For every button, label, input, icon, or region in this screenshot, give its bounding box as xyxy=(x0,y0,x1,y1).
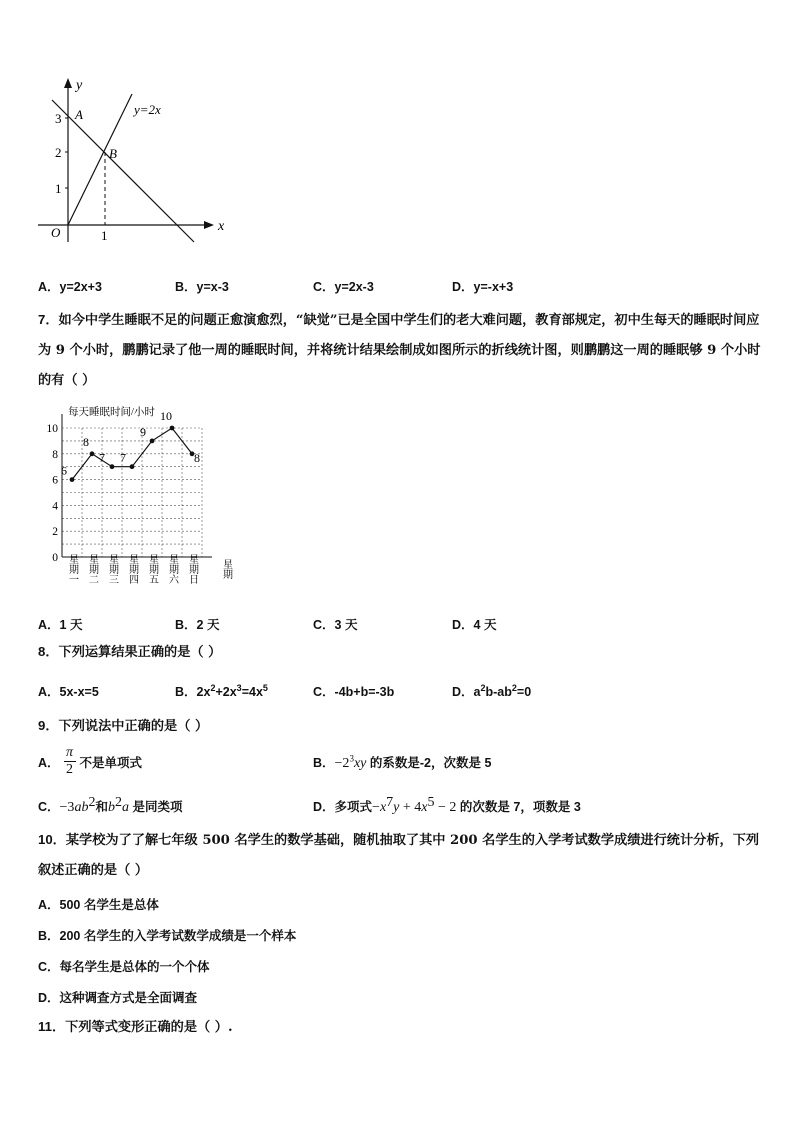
data-point xyxy=(110,464,115,469)
question-8-number: 8． xyxy=(38,644,59,659)
data-label: 7 xyxy=(99,450,105,465)
tick-label-x-1: 1 xyxy=(101,228,108,243)
x-tick-label: 星期三 xyxy=(106,554,118,584)
question-8 xyxy=(38,637,763,668)
q6-option-c[interactable]: C．y=2x-3 xyxy=(313,280,374,294)
y-tick-label: 2 xyxy=(52,526,58,539)
q8-option-b[interactable]: B．$2x^2+2x^3=4x^5$ xyxy=(175,682,268,699)
data-point xyxy=(150,439,155,444)
x-tick-label: 星期四 xyxy=(126,554,138,584)
x-tick-label: 星期二 xyxy=(86,554,98,584)
x-axis-label: x xyxy=(218,219,225,234)
question-10 xyxy=(38,825,763,886)
origin-label: O xyxy=(51,225,61,240)
q7-option-d[interactable]: D．4 天 xyxy=(452,618,497,632)
y-tick-label: 10 xyxy=(46,423,58,435)
q9-option-a[interactable]: A． $\frac{\pi}{2}$ 不是单项式 xyxy=(38,745,143,777)
x-tick-label: 星期五 xyxy=(146,554,158,584)
q10-option-c[interactable]: C．每名学生是总体的一个个体 xyxy=(38,960,210,974)
question-9-number: 9． xyxy=(38,718,59,733)
data-label: 8 xyxy=(194,450,200,465)
question-7-text: 如今中学生睡眠不足的问题正愈演愈烈，“缺觉”已是全国中学生们的老大难问题，教育部规定，初中生每天的睡眠时间应为 9 个小时，鹏鹏记录了他一周的睡眠时间，并将统计结果绘制成如图所示的折线统计图，则鹏鹏这一周的睡眠够 9 个小时的有（ ） xyxy=(38,313,761,388)
q7-option-c[interactable]: C．3 天 xyxy=(313,618,358,632)
y-tick-label: 6 xyxy=(52,474,58,487)
data-label: 7 xyxy=(120,450,126,465)
q7-option-b[interactable]: B．2 天 xyxy=(175,618,220,632)
tick-label-y-1: 1 xyxy=(55,181,62,196)
data-label: 10 xyxy=(160,409,172,423)
data-point xyxy=(130,464,135,469)
tick-label-y-3: 3 xyxy=(55,111,62,126)
q8-option-a[interactable]: A．5x-x=5 xyxy=(38,685,99,699)
question-7 xyxy=(38,305,763,396)
x-tick-label: 星期日 xyxy=(186,554,198,584)
x-tick-label: 星期一 xyxy=(66,554,78,584)
q6-option-a[interactable]: A．y=2x+3 xyxy=(38,280,102,294)
question-11 xyxy=(38,1012,763,1043)
q10-option-b[interactable]: B．200 名学生的入学考试数学成绩是一个样本 xyxy=(38,929,297,943)
q6-option-b[interactable]: B．y=x-3 xyxy=(175,280,229,294)
q6-coordinate-graph xyxy=(34,72,234,247)
sleep-line-chart xyxy=(40,404,250,614)
line-equation-label: y=2x xyxy=(134,102,161,117)
y-tick-label: 8 xyxy=(52,448,58,461)
y-tick-label: 0 xyxy=(52,552,58,564)
q9-option-c[interactable]: C．$-3ab^2$和$b^2a$ 是同类项 xyxy=(38,795,183,816)
question-10-text: 某学校为了了解七年级 500 名学生的数学基础，随机抽取了其中 200 名学生的入学考试数学成绩进行统计分析，下列叙述正确的是（ ） xyxy=(38,833,760,878)
tick-label-y-2: 2 xyxy=(55,145,62,160)
pi-over-2-fraction: $\frac{\pi}{2}$ xyxy=(64,745,76,778)
question-10-number: 10． xyxy=(38,832,66,847)
q10-option-a[interactable]: A．500 名学生是总体 xyxy=(38,898,159,912)
q8-option-d[interactable]: D．$a^2b-ab^2=0$ xyxy=(452,682,532,699)
data-label: 8 xyxy=(83,434,89,449)
question-9-text: 下列说法中正确的是（ ） xyxy=(58,719,209,734)
point-b-label: B xyxy=(109,146,117,161)
y-tick-label: 4 xyxy=(52,500,58,513)
data-point xyxy=(70,477,75,482)
question-11-text: 下列等式变形正确的是（ ）. xyxy=(65,1020,233,1035)
y-axis-arrow xyxy=(64,78,72,88)
question-8-text: 下列运算结果正确的是（ ） xyxy=(58,645,222,660)
data-point xyxy=(170,426,175,431)
q10-option-d[interactable]: D．这种调查方式是全面调查 xyxy=(38,991,198,1005)
data-label: 9 xyxy=(140,424,146,439)
question-11-number: 11． xyxy=(38,1019,66,1034)
data-label: 6 xyxy=(61,463,67,478)
chart-x-axis-label: 星期 xyxy=(220,559,232,579)
x-tick-label: 星期六 xyxy=(166,554,178,584)
q9-option-d[interactable]: D．多项式$-x^7y + 4x^5 - 2$ 的次数是 7，项数是 3 xyxy=(313,795,581,816)
line-through-a-b xyxy=(52,100,194,242)
point-a-label: A xyxy=(75,107,83,122)
q6-option-d[interactable]: D．y=-x+3 xyxy=(452,280,514,294)
q8-option-c[interactable]: C．-4b+b=-3b xyxy=(313,685,395,699)
q9-option-b[interactable]: B．$-2^3xy$ 的系数是-2，次数是 5 xyxy=(313,753,492,771)
question-9 xyxy=(38,711,763,742)
data-point xyxy=(90,451,95,456)
question-7-number: 7． xyxy=(38,312,59,327)
x-axis-arrow xyxy=(204,221,214,229)
chart-title: 每天睡眠时间/小时 xyxy=(68,407,155,418)
y-axis-label: y xyxy=(76,78,83,93)
q7-option-a[interactable]: A．1 天 xyxy=(38,618,83,632)
